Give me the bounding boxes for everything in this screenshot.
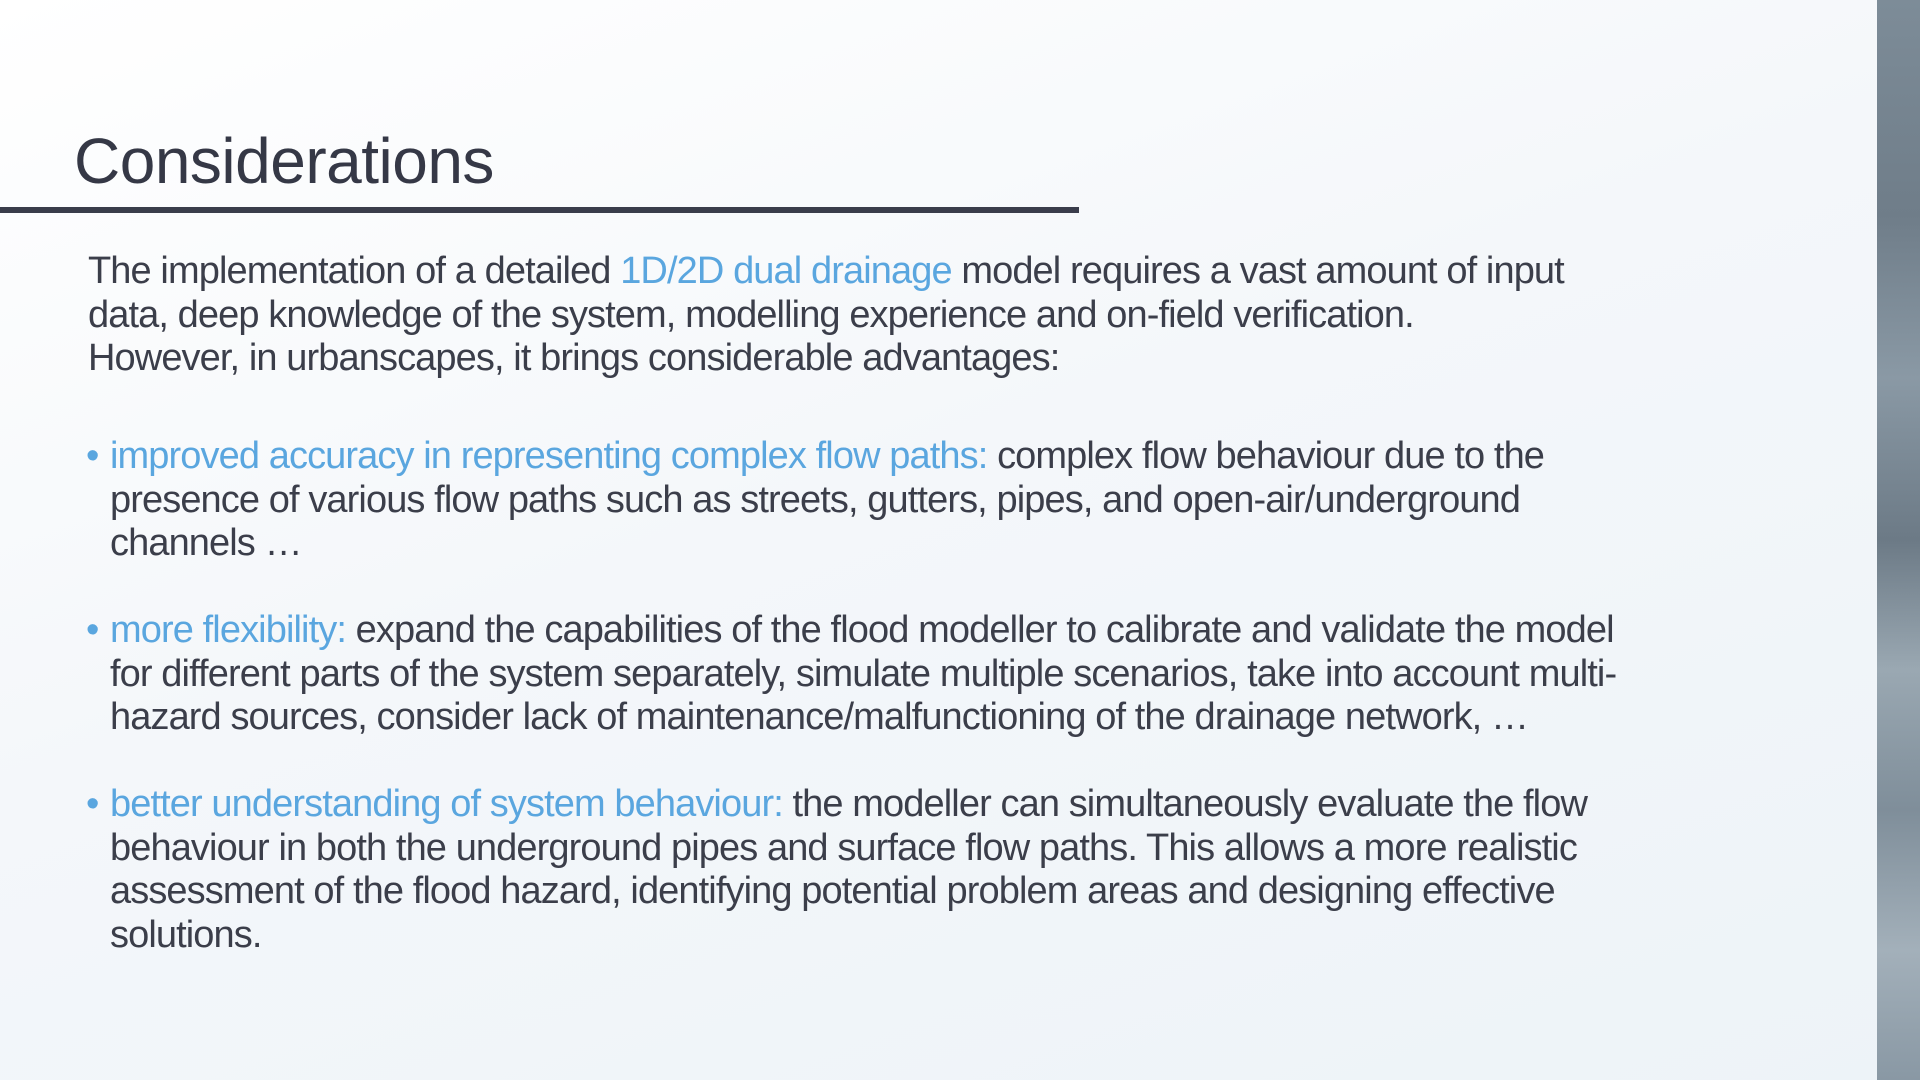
bullet-item — [110, 783, 1587, 957]
bullet-text: hazard sources, consider lack of maintenance/malfunctioning of the drainage network, … — [110, 696, 1529, 738]
intro-line: data, deep knowledge of the system, modelling experience and on-field verification. — [88, 293, 1414, 336]
bullet-dot: • — [86, 783, 100, 825]
slide-title: Considerations — [74, 125, 494, 197]
intro-line: However, in urbanscapes, it brings considerable advantages: — [88, 337, 1060, 379]
title-underline — [0, 207, 1079, 213]
bullet-term: better understanding of system behaviour: — [110, 783, 783, 825]
bullet-term: more flexibility: — [110, 609, 346, 651]
bullet-text: presence of various flow paths such as streets, gutters, pipes, and open-air/underground — [110, 478, 1520, 521]
bullet-dot: • — [86, 609, 100, 651]
bullet-text: solutions. — [110, 913, 262, 956]
bullet-text: channels … — [110, 522, 302, 564]
bullet-dot: • — [86, 435, 100, 477]
bullet-term: improved accuracy in representing complex flow paths: — [110, 435, 988, 477]
intro-paragraph — [88, 250, 1564, 381]
decorative-image-strip — [1877, 0, 1920, 1080]
bullet-text: for different parts of the system separately, simulate multiple scenarios, take into account multi- — [110, 652, 1617, 695]
bullet-item — [110, 609, 1616, 740]
intro-text: model requires a vast amount of input — [951, 250, 1564, 292]
bullet-text: expand the capabilities of the flood modeller to calibrate and validate the model — [346, 609, 1614, 651]
bullet-text: behaviour in both the underground pipes and surface flow paths. This allows a more realistic — [110, 826, 1577, 869]
bullet-text: assessment of the flood hazard, identifying potential problem areas and designing effective — [110, 870, 1555, 912]
bullet-text: complex flow behaviour due to the — [987, 435, 1545, 477]
bullet-item — [110, 435, 1544, 566]
bullet-text: the modeller can simultaneously evaluate the flow — [782, 783, 1587, 825]
intro-highlight: 1D/2D dual drainage — [620, 250, 952, 292]
intro-text: The implementation of a detailed — [88, 250, 621, 292]
